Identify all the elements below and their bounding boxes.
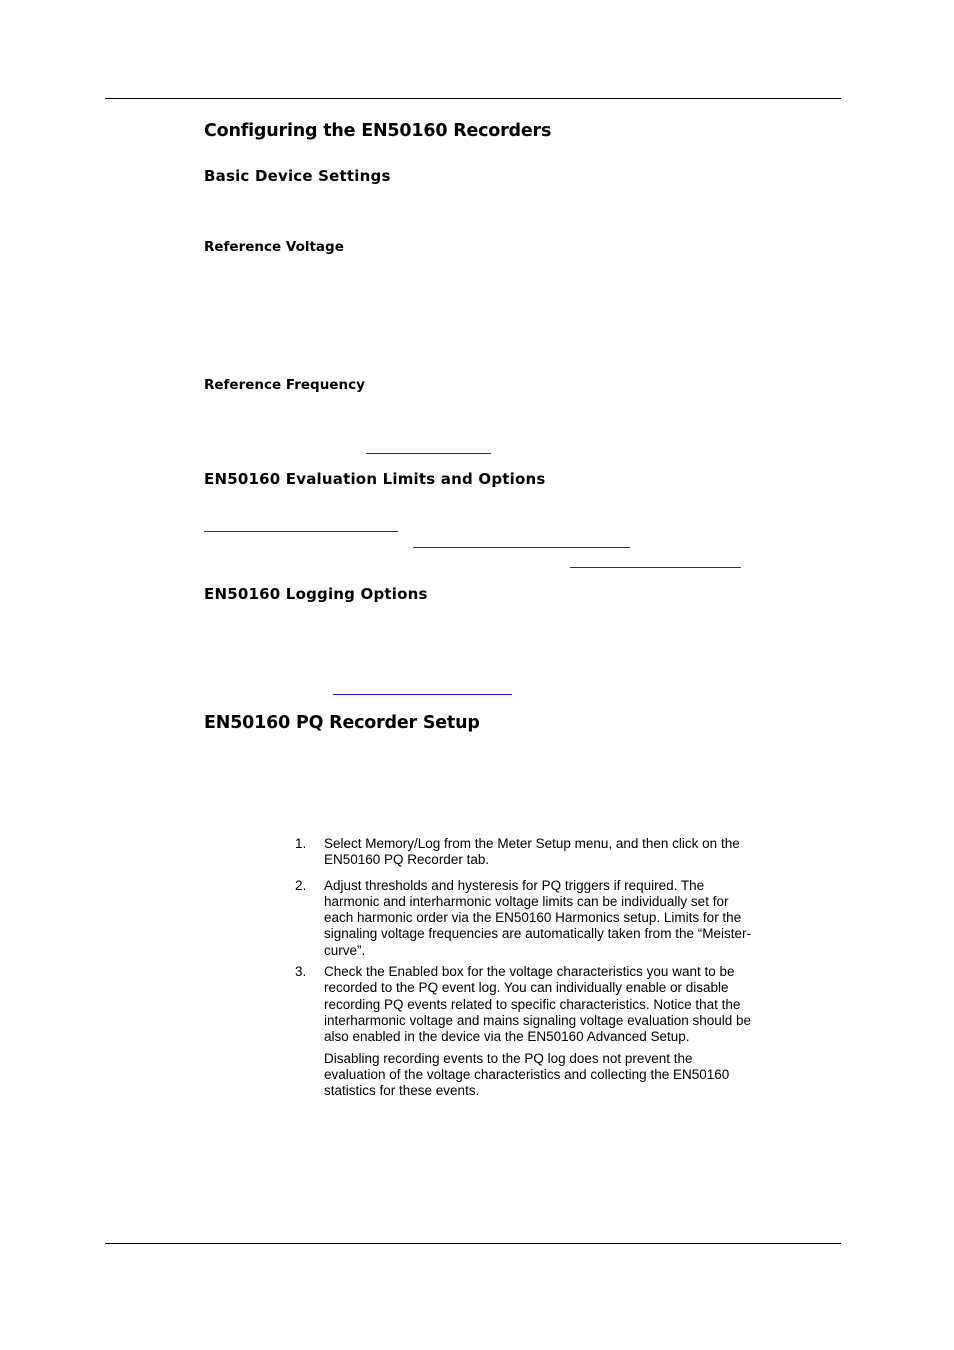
step-number: 2. (295, 877, 307, 893)
hyperlink-underline[interactable] (333, 694, 512, 695)
heading-basic-device-settings: Basic Device Settings (204, 167, 391, 185)
note-text: Disabling recording events to the PQ log does not prevent the evaluation of the voltage characteristics and collecting the EN50160 statistics for these events. (324, 1050, 730, 1099)
hyperlink-underline[interactable] (204, 531, 398, 532)
heading-reference-frequency: Reference Frequency (204, 377, 365, 393)
step-text: Check the Enabled box for the voltage characteristics you want to be recorded to the PQ event log. You can individually enable or disable recording PQ events related to specific characteristics. Notice that the interharmonic voltage and mains signaling voltage evaluation should be also enabled in the device via the EN50160 Advanced Setup. (324, 964, 752, 1045)
list-item (295, 1051, 755, 1100)
section-title-configuring: Configuring the EN50160 Recorders (204, 121, 552, 141)
heading-reference-voltage: Reference Voltage (204, 239, 344, 255)
hyperlink-underline[interactable] (413, 547, 630, 548)
section-title-pq-recorder-setup: EN50160 PQ Recorder Setup (204, 713, 480, 733)
step-number: 1. (295, 836, 307, 851)
step-number: 3. (295, 964, 307, 980)
list-item (295, 836, 755, 869)
list-item (295, 964, 755, 1045)
heading-logging-options: EN50160 Logging Options (204, 585, 428, 603)
step-text: Select Memory/Log from the Meter Setup menu, and then click on the EN50160 PQ Recorder tab. (324, 836, 740, 868)
header-rule (105, 98, 841, 99)
hyperlink-underline[interactable] (570, 567, 741, 568)
list-item (295, 878, 755, 959)
footer-rule (105, 1243, 841, 1244)
heading-evaluation-limits: EN50160 Evaluation Limits and Options (204, 470, 546, 488)
procedure-steps (295, 836, 755, 1099)
hyperlink-underline[interactable] (366, 453, 491, 454)
step-text: Adjust thresholds and hysteresis for PQ triggers if required. The harmonic and interharmonic voltage limits can be individually set for each harmonic order via the EN50160 Harmonics setup. Limits for the signaling voltage frequencies are automatically taken from the “Meister-curve”. (324, 877, 751, 958)
